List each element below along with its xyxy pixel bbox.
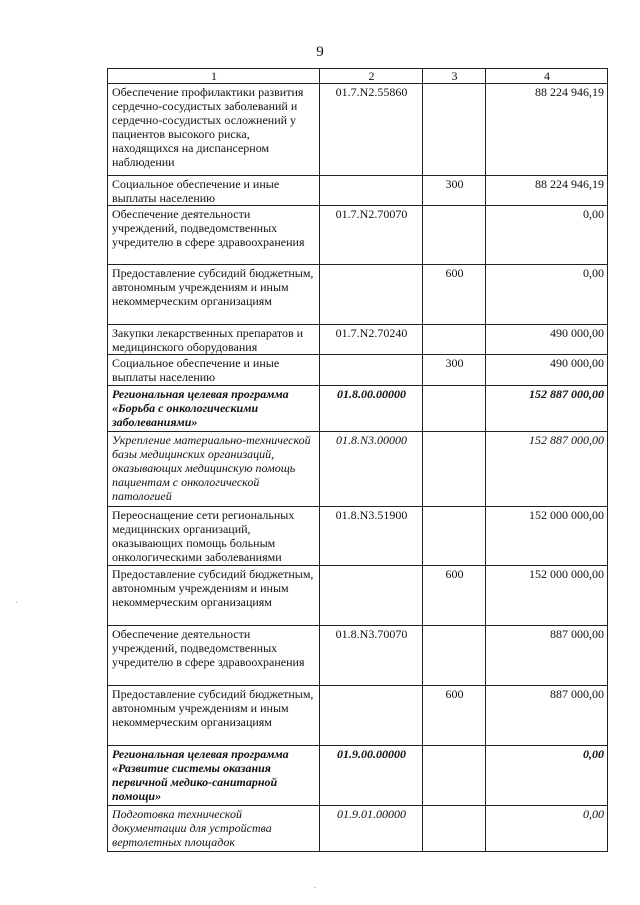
row-code: 01.9.00.00000: [320, 746, 423, 806]
row-expense-type: [423, 746, 486, 806]
row-amount: 152 000 000,00: [486, 566, 608, 626]
table-row: [108, 566, 608, 626]
row-amount: 887 000,00: [486, 626, 608, 686]
row-code: 01.8.N3.00000: [320, 432, 423, 507]
row-code: 01.7.N2.55860: [320, 84, 423, 176]
row-amount: 88 224 946,19: [486, 176, 608, 206]
row-expense-type: [423, 806, 486, 852]
table-row: [108, 206, 608, 265]
row-name: Подготовка технической документации для устройства вертолетных площадок: [108, 806, 320, 852]
row-code: [320, 686, 423, 746]
table-row: [108, 806, 608, 852]
row-expense-type: [423, 325, 486, 355]
table-row: [108, 507, 608, 566]
row-name: Закупки лекарственных препаратов и медицинского оборудования: [108, 325, 320, 355]
row-name: Региональная целевая программа «Развитие системы оказания первичной медико-санитарной помощи»: [108, 746, 320, 806]
table-header-row: [108, 69, 608, 84]
row-amount: 490 000,00: [486, 325, 608, 355]
row-name: Социальное обеспечение и иные выплаты населению: [108, 176, 320, 206]
row-amount: 0,00: [486, 806, 608, 852]
row-code: [320, 566, 423, 626]
row-amount: 88 224 946,19: [486, 84, 608, 176]
row-code: 01.8.N3.70070: [320, 626, 423, 686]
row-code: [320, 355, 423, 386]
row-name: Обеспечение деятельности учреждений, подведомственных учредителю в сфере здравоохранения: [108, 626, 320, 686]
table-row: [108, 265, 608, 325]
row-name: Региональная целевая программа «Борьба с онкологическими заболеваниями»: [108, 386, 320, 432]
row-expense-type: [423, 386, 486, 432]
row-amount: 152 887 000,00: [486, 432, 608, 507]
row-expense-type: [423, 507, 486, 566]
row-name: Предоставление субсидий бюджетным, автономным учреждениям и иным некоммерческим организациям: [108, 566, 320, 626]
row-amount: 0,00: [486, 265, 608, 325]
row-expense-type: 600: [423, 686, 486, 746]
scan-artifact-dot: [314, 887, 316, 888]
budget-table: [107, 68, 608, 852]
table-row: [108, 325, 608, 355]
row-code: 01.9.01.00000: [320, 806, 423, 852]
row-amount: 490 000,00: [486, 355, 608, 386]
table-row: [108, 626, 608, 686]
row-name: Обеспечение деятельности учреждений, подведомственных учредителю в сфере здравоохранения: [108, 206, 320, 265]
row-amount: 0,00: [486, 206, 608, 265]
row-expense-type: [423, 626, 486, 686]
row-code: 01.7.N2.70070: [320, 206, 423, 265]
row-name: Предоставление субсидий бюджетным, автономным учреждениям и иным некоммерческим организациям: [108, 686, 320, 746]
row-expense-type: [423, 206, 486, 265]
row-name: Обеспечение профилактики развития сердечно-сосудистых заболеваний и сердечно-сосудистых осложнений у пациентов высокого риска, находящихся на диспансерном наблюдении: [108, 84, 320, 176]
table-row: [108, 355, 608, 386]
row-name: Социальное обеспечение и иные выплаты населению: [108, 355, 320, 386]
row-name: Переоснащение сети региональных медицинских организаций, оказывающих помощь больным онкологическими заболеваниями: [108, 507, 320, 566]
row-expense-type: [423, 432, 486, 507]
row-amount: 152 000 000,00: [486, 507, 608, 566]
row-code: [320, 176, 423, 206]
column-header: 3: [423, 69, 486, 84]
page-number: 9: [316, 44, 324, 60]
row-amount: 0,00: [486, 746, 608, 806]
row-amount: 887 000,00: [486, 686, 608, 746]
table-row: [108, 686, 608, 746]
row-code: [320, 265, 423, 325]
column-header: 4: [486, 69, 608, 84]
scan-artifact-dot: [16, 601, 17, 603]
row-name: Укрепление материально-технической базы медицинских организаций, оказывающих медицинскую помощь пациентам с онкологической патологией: [108, 432, 320, 507]
row-expense-type: 300: [423, 176, 486, 206]
row-amount: 152 887 000,00: [486, 386, 608, 432]
row-code: 01.7.N2.70240: [320, 325, 423, 355]
row-code: 01.8.N3.51900: [320, 507, 423, 566]
row-code: 01.8.00.00000: [320, 386, 423, 432]
row-expense-type: 300: [423, 355, 486, 386]
table-row: [108, 386, 608, 432]
table-row: [108, 746, 608, 806]
table-row: [108, 84, 608, 176]
table-row: [108, 432, 608, 507]
row-expense-type: 600: [423, 566, 486, 626]
row-expense-type: 600: [423, 265, 486, 325]
column-header: 1: [108, 69, 320, 84]
table-row: [108, 176, 608, 206]
column-header: 2: [320, 69, 423, 84]
row-name: Предоставление субсидий бюджетным, автономным учреждениям и иным некоммерческим организациям: [108, 265, 320, 325]
row-expense-type: [423, 84, 486, 176]
